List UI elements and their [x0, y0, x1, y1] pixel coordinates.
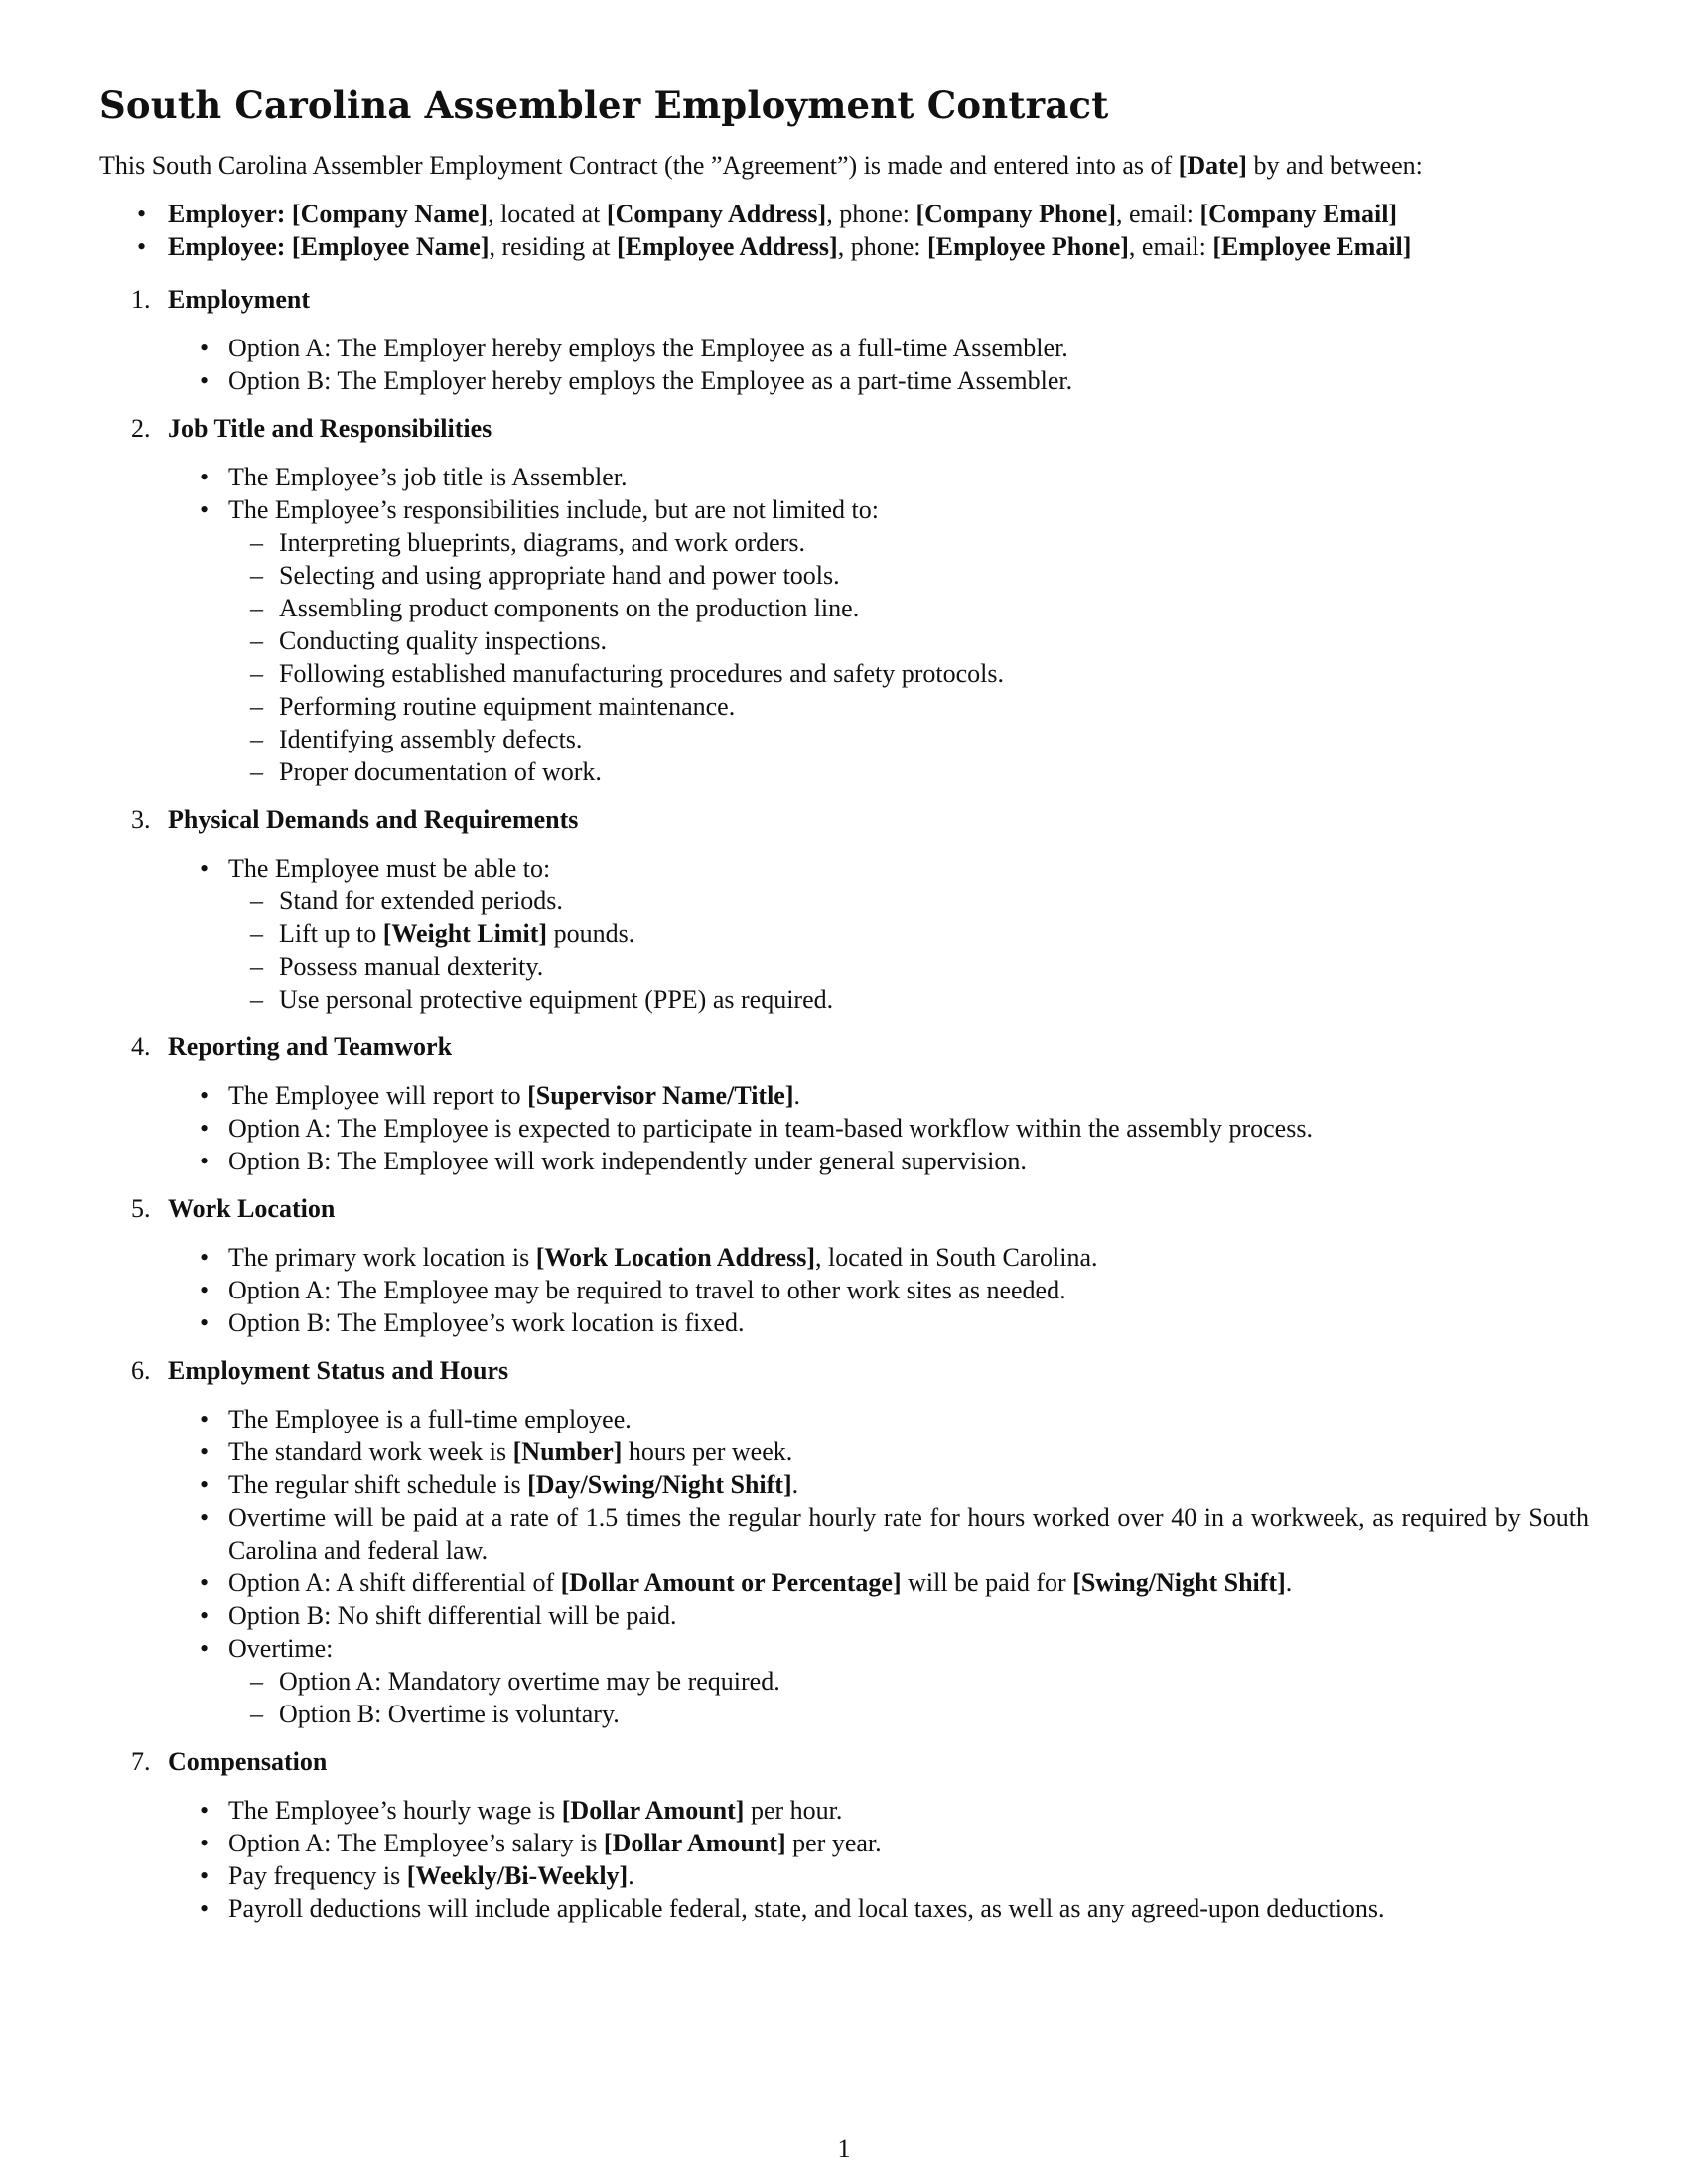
dash-icon: – [250, 757, 263, 787]
list-item [168, 364, 1589, 397]
placeholder-field: [Day/Swing/Night Shift] [527, 1470, 792, 1500]
section-3 [99, 803, 1589, 1016]
bullet-icon: • [200, 854, 210, 884]
sub-list-item-text: Proper documentation of work. [279, 757, 602, 787]
list-item [168, 1306, 1589, 1339]
list-item-text: Option A: The Employee may be required to travel to other work sites as needed. [228, 1276, 1066, 1305]
section-heading: Compensation [168, 1747, 328, 1777]
list-item [168, 332, 1589, 364]
bullet-icon: • [200, 1081, 210, 1111]
section-heading: Job Title and Responsibilities [168, 414, 492, 444]
sub-list-item-text: Lift up to [Weight Limit] pounds. [279, 919, 635, 949]
party-text: , located at [488, 200, 607, 229]
list-item [168, 461, 1589, 493]
sub-list-item [228, 885, 1589, 917]
bullet-icon: • [200, 1147, 210, 1176]
bullet-icon: • [200, 1437, 210, 1467]
bullet-icon: • [200, 1634, 210, 1664]
list-item [168, 1241, 1589, 1274]
party-role: Employee: [168, 232, 286, 262]
list-item-text: Overtime will be paid at a rate of 1.5 times the regular hourly rate for hours worked over 40 in a workweek, as required by South Carolina and federal law. [228, 1503, 1589, 1566]
list-item-text: Overtime: [228, 1634, 334, 1664]
section-number: 7. [131, 1747, 151, 1777]
sub-list-item [228, 755, 1589, 788]
section-6 [99, 1354, 1589, 1730]
list-item-text: The Employee’s hourly wage is [Dollar Amount] per hour. [228, 1796, 843, 1826]
list-item [168, 1079, 1589, 1112]
section-items [168, 1241, 1589, 1339]
list-item [168, 1403, 1589, 1435]
page-number: 1 [837, 2134, 851, 2163]
section-heading: Reporting and Teamwork [168, 1032, 453, 1062]
list-item-text: Option B: No shift differential will be paid. [228, 1601, 677, 1631]
party-role: Employer: [168, 200, 286, 229]
section-5 [99, 1192, 1589, 1339]
placeholder-field: [Dollar Amount] [561, 1796, 745, 1826]
sub-list-item-text: Use personal protective equipment (PPE) as required. [279, 985, 834, 1015]
dash-icon: – [250, 659, 263, 689]
dash-icon: – [250, 725, 263, 754]
party-email: [Company Email] [1199, 200, 1398, 229]
party-text: , residing at [489, 232, 618, 262]
list-item-text: The primary work location is [Work Location Address], located in South Carolina. [228, 1243, 1098, 1273]
section-number: 2. [131, 414, 151, 444]
party-text: , email: [1115, 200, 1200, 229]
bullet-icon: • [200, 1503, 210, 1533]
sub-list-item-text: Possess manual dexterity. [279, 952, 544, 982]
dash-icon: – [250, 692, 263, 722]
list-item-text: The Employee’s job title is Assembler. [228, 463, 628, 492]
section-heading: Employment Status and Hours [168, 1356, 509, 1386]
list-item [168, 1145, 1589, 1177]
sub-list-item-text: Option A: Mandatory overtime may be required. [279, 1667, 780, 1697]
list-item [168, 1435, 1589, 1468]
sections-list [99, 283, 1589, 1925]
section-number: 5. [131, 1194, 151, 1224]
bullet-icon: • [200, 1861, 210, 1891]
list-item-text: Option A: A shift differential of [Dollar Amount or Percentage] will be paid for [Swing/Night Shift]. [228, 1569, 1293, 1598]
list-item-text: The Employee is a full-time employee. [228, 1405, 632, 1434]
bullet-icon: • [200, 1796, 210, 1826]
sub-list-item-text: Identifying assembly defects. [279, 725, 583, 754]
list-item [168, 852, 1589, 1016]
bullet-icon: • [200, 495, 210, 525]
party-text: , phone: [837, 232, 927, 262]
list-item-text: The Employee’s responsibilities include, but are not limited to: [228, 495, 879, 525]
sub-list-item [228, 592, 1589, 624]
dash-icon: – [250, 1700, 263, 1729]
parties-list [99, 198, 1589, 263]
section-items [168, 852, 1589, 1016]
list-item [168, 1632, 1589, 1730]
sub-list [228, 885, 1589, 1016]
party-text: , phone: [826, 200, 916, 229]
placeholder-field: [Weight Limit] [382, 919, 548, 949]
bullet-icon: • [200, 1894, 210, 1924]
bullet-icon: • [200, 1405, 210, 1434]
list-item [168, 1827, 1589, 1859]
placeholder-field: [Weekly/Bi-Weekly] [406, 1861, 629, 1891]
list-item [168, 1274, 1589, 1306]
section-1 [99, 283, 1589, 397]
party-address: [Employee Address] [617, 232, 838, 262]
section-items [168, 461, 1589, 788]
section-heading: Employment [168, 285, 310, 315]
party-name: [Company Name] [291, 200, 489, 229]
party-name: [Employee Name] [291, 232, 490, 262]
sub-list-item [228, 1698, 1589, 1730]
party-phone: [Employee Phone] [926, 232, 1129, 262]
sub-list-item-text: Selecting and using appropriate hand and power tools. [279, 561, 840, 591]
section-number: 3. [131, 805, 151, 835]
sub-list-item-text: Conducting quality inspections. [279, 626, 608, 656]
list-item-text: Pay frequency is [Weekly/Bi-Weekly]. [228, 1861, 634, 1891]
list-item-text: Option B: The Employee will work independently under general supervision. [228, 1147, 1027, 1176]
section-items [168, 1794, 1589, 1925]
sub-list-item-text: Option B: Overtime is voluntary. [279, 1700, 620, 1729]
dash-icon: – [250, 528, 263, 558]
dash-icon: – [250, 594, 263, 623]
party-text: , email: [1128, 232, 1213, 262]
list-item-text: The standard work week is [Number] hours per week. [228, 1437, 793, 1467]
dash-icon: – [250, 1667, 263, 1697]
section-heading: Physical Demands and Requirements [168, 805, 579, 835]
party-phone: [Company Phone] [915, 200, 1116, 229]
section-items [168, 1079, 1589, 1177]
section-items [168, 332, 1589, 397]
intro-text-end: by and between: [1246, 151, 1423, 181]
sub-list-item [228, 690, 1589, 723]
section-number: 6. [131, 1356, 151, 1386]
section-items [168, 1403, 1589, 1730]
sub-list-item [228, 723, 1589, 755]
document-page [99, 83, 1589, 1940]
list-item-text: Option A: The Employer hereby employs the Employee as a full-time Assembler. [228, 334, 1068, 363]
sub-list [228, 526, 1589, 788]
list-item [168, 1794, 1589, 1827]
sub-list-item-text: Interpreting blueprints, diagrams, and work orders. [279, 528, 805, 558]
sub-list-item [228, 950, 1589, 983]
bullet-icon: • [200, 366, 210, 396]
sub-list-item [228, 624, 1589, 657]
party-email: [Employee Email] [1212, 232, 1412, 262]
placeholder-field: [Swing/Night Shift] [1072, 1569, 1286, 1598]
sub-list-item-text: Stand for extended periods. [279, 887, 563, 916]
bullet-icon: • [200, 1243, 210, 1273]
bullet-icon: • [200, 1601, 210, 1631]
party-employee [99, 230, 1589, 263]
dash-icon: – [250, 952, 263, 982]
sub-list-item [228, 559, 1589, 592]
dash-icon: – [250, 919, 263, 949]
bullet-icon: • [200, 1569, 210, 1598]
list-item-text: Option A: The Employee is expected to participate in team-based workflow within the assembly process. [228, 1114, 1313, 1144]
sub-list-item [228, 526, 1589, 559]
sub-list-item-text: Following established manufacturing procedures and safety protocols. [279, 659, 1004, 689]
bullet-icon: • [200, 1308, 210, 1338]
list-item [168, 1112, 1589, 1145]
placeholder-field: [Work Location Address] [535, 1243, 815, 1273]
bullet-icon: • [200, 463, 210, 492]
placeholder-field: [Supervisor Name/Title] [527, 1081, 794, 1111]
section-2 [99, 412, 1589, 788]
sub-list-item-text: Performing routine equipment maintenance. [279, 692, 736, 722]
document-title: South Carolina Assembler Employment Contract [99, 83, 1109, 127]
sub-list [228, 1665, 1589, 1730]
dash-icon: – [250, 985, 263, 1015]
list-item-text: Payroll deductions will include applicable federal, state, and local taxes, as well as any agreed-upon deductions. [228, 1894, 1385, 1924]
list-item [168, 1599, 1589, 1632]
intro-text: This South Carolina Assembler Employment Contract (the ”Agreement”) is made and entered into as of [99, 151, 1179, 181]
list-item-text: Option B: The Employee’s work location is fixed. [228, 1308, 745, 1338]
list-item-text: The regular shift schedule is [Day/Swing/Night Shift]. [228, 1470, 799, 1500]
list-item [168, 1501, 1589, 1567]
date-placeholder: [Date] [1178, 151, 1247, 181]
bullet-icon: • [200, 1829, 210, 1858]
list-item [168, 1567, 1589, 1599]
section-4 [99, 1030, 1589, 1177]
sub-list-item [228, 983, 1589, 1016]
list-item [168, 1468, 1589, 1501]
dash-icon: – [250, 561, 263, 591]
section-number: 1. [131, 285, 151, 315]
sub-list-item-text: Assembling product components on the production line. [279, 594, 860, 623]
sub-list-item [228, 1665, 1589, 1698]
bullet-icon: • [200, 334, 210, 363]
bullet-icon: • [200, 1276, 210, 1305]
list-item [168, 493, 1589, 788]
bullet-icon: • [200, 1470, 210, 1500]
list-item-text: Option A: The Employee’s salary is [Dollar Amount] per year. [228, 1829, 882, 1858]
list-item-text: The Employee will report to [Supervisor Name/Title]. [228, 1081, 800, 1111]
placeholder-field: [Dollar Amount] [603, 1829, 786, 1858]
party-employer [99, 198, 1589, 230]
section-number: 4. [131, 1032, 151, 1062]
placeholder-field: [Number] [512, 1437, 623, 1467]
sub-list-item [228, 917, 1589, 950]
list-item-text: The Employee must be able to: [228, 854, 551, 884]
section-heading: Work Location [168, 1194, 336, 1224]
sub-list-item [228, 657, 1589, 690]
dash-icon: – [250, 887, 263, 916]
section-7 [99, 1745, 1589, 1925]
intro-paragraph [99, 149, 1589, 182]
party-address: [Company Address] [606, 200, 827, 229]
list-item-text: Option B: The Employer hereby employs the Employee as a part-time Assembler. [228, 366, 1073, 396]
bullet-icon: • [200, 1114, 210, 1144]
placeholder-field: [Dollar Amount or Percentage] [560, 1569, 902, 1598]
list-item [168, 1859, 1589, 1892]
list-item [168, 1892, 1589, 1925]
dash-icon: – [250, 626, 263, 656]
